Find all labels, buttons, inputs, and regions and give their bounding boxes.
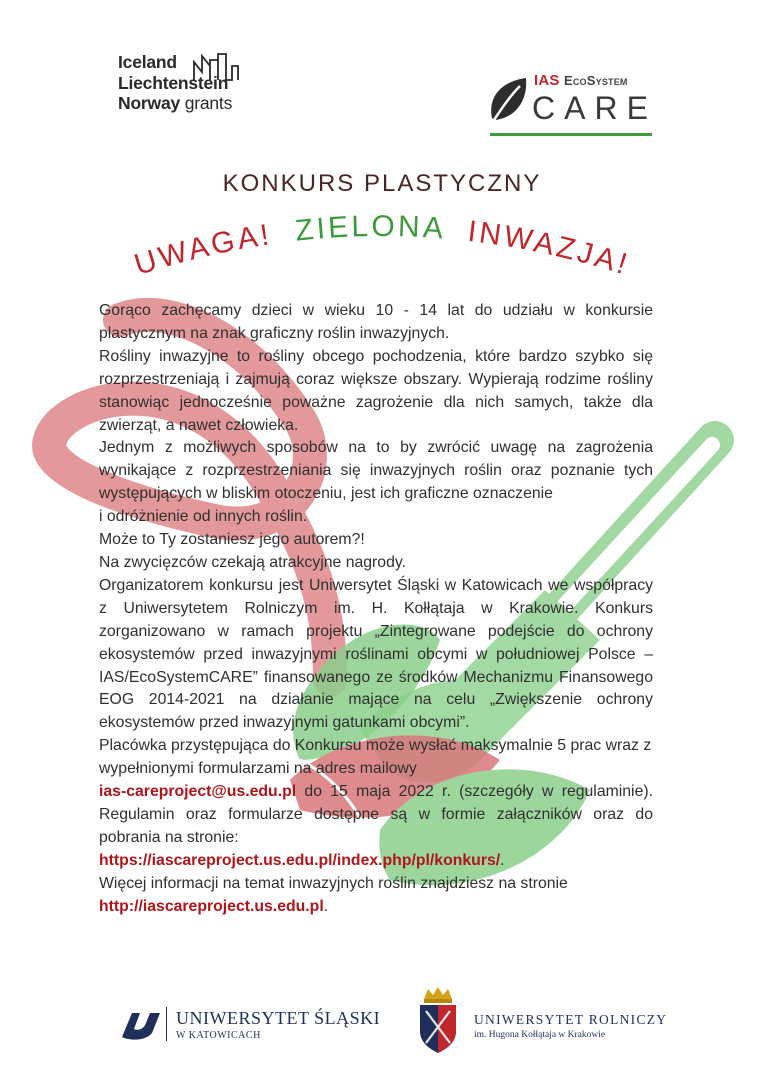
paragraph-prizes: Na zwycięzców czekają atrakcyjne nagrody. — [99, 553, 406, 571]
paragraph-author-question: Może to Ty zostaniesz jego autorem?! — [99, 531, 365, 549]
ur-crest-icon — [416, 985, 460, 1055]
leaf-icon — [486, 74, 530, 124]
uniwersytet-slaski-logo — [120, 1005, 380, 1045]
logo-divider — [166, 1007, 167, 1041]
contact-email-link[interactable]: ias-careproject@us.edu.pl — [99, 783, 297, 801]
deadline-text: do 15 maja 2022 r. (szczegóły w regulaminie). Regulamin oraz formularze dostępne są w formie załączników oraz do pobrania na stronie: — [99, 783, 653, 846]
headline-part-inwazja: INWAZJA! — [466, 214, 634, 282]
headline-arc — [0, 210, 764, 300]
us-subtitle: W KATOWICACH — [176, 1030, 261, 1041]
paragraph-purpose-cont: i odróżnienie od innych roślin. — [99, 508, 308, 526]
project-url-link[interactable]: http://iascareproject.us.edu.pl — [99, 897, 324, 915]
logo-care: CARE — [532, 90, 657, 126]
us-name: UNIWERSYTET ŚLĄSKI — [176, 1008, 381, 1028]
paragraph-submission: Placówka przystępująca do Konkursu może wysłać maksymalnie 5 prac wraz z wypełnionymi formularzami na adres mailowy — [99, 737, 652, 778]
logo-line-norway: Norway — [118, 93, 181, 113]
eea-norway-grants-logo — [118, 52, 258, 114]
svg-text:UWAGA! ZIELONA INW — [131, 210, 634, 282]
us-emblem-icon — [120, 1007, 162, 1043]
logo-line-liechtenstein: Liechtenstein — [118, 72, 229, 93]
paragraph-purpose: Jednym z możliwych sposobów na to by zwrócić uwagę na zagrożenia wynikające z rozprzestrzeniania się inwazyjnych roślin oraz poznanie tych występujących w bliskim otoczeniu, jest ich graficzne oznaczenie — [99, 439, 653, 503]
logo-ecosystem: EcoSystem — [563, 73, 628, 88]
ur-name: UNIWERSYTET ROLNICZY — [474, 1012, 668, 1027]
logo-line-grants: grants — [184, 93, 233, 113]
paragraph-organizer: Organizatorem konkursu jest Uniwersytet Śląski w Katowicach we współpracy z Uniwersytetem Rolniczym im. H. Kołłątaja w Krakowie. Konkurs zorganizowano w ramach projektu „Zintegrowane podejście do ochrony ekosystemów przed inwazyjnymi roślinami obcymi w południowej Polsce – IAS/EcoSystemCARE” finansowanego ze środków Mechanizmu Finansowego EOG 2014-2021 na działanie mające na celu „Zwiększenie ochrony ekosystemów przed inwazyjnymi gatunkami obcymi”. — [99, 576, 653, 732]
grants-building-icon — [192, 52, 240, 82]
paragraph-deadline — [99, 781, 653, 850]
page-title: KONKURS PLASTYCZNY — [222, 170, 542, 197]
contest-url-link[interactable]: https://iascareproject.us.edu.pl/index.php/pl/konkurs/ — [99, 851, 501, 869]
ias-ecosystem-care-logo — [486, 70, 656, 140]
period: . — [323, 897, 329, 915]
announcement-body — [99, 300, 653, 918]
period: . — [500, 851, 505, 869]
uniwersytet-rolniczy-logo — [410, 985, 670, 1055]
paragraph-invitation: Gorąco zachęcamy dzieci w wieku 10 - 14 lat do udziału w konkursie plastycznym na znak graficzny roślin inwazyjnych. — [99, 302, 653, 342]
ur-subtitle: im. Hugona Kołłątaja w Krakowie — [474, 1030, 606, 1040]
paragraph-invasive-definition: Rośliny inwazyjne to rośliny obcego pochodzenia, które bardzo szybko się rozprzestrzeniają i zajmują coraz większe obszary. Wypierają rodzime rośliny stanowiąc jednocześnie poważne zagrożenie dla nich samych, także dla zwierząt, a nawet człowieka. — [99, 347, 653, 434]
headline-part-zielona: ZIELONA — [293, 210, 446, 248]
logo-line-iceland: Iceland — [118, 52, 177, 72]
logo-underline — [490, 133, 652, 136]
logo-ias: IAS — [534, 72, 560, 89]
headline-part-uwaga: UWAGA! — [130, 218, 275, 282]
paragraph-more-info: Więcej informacji na temat inwazyjnych roślin znajdziesz na stronie — [99, 874, 568, 892]
